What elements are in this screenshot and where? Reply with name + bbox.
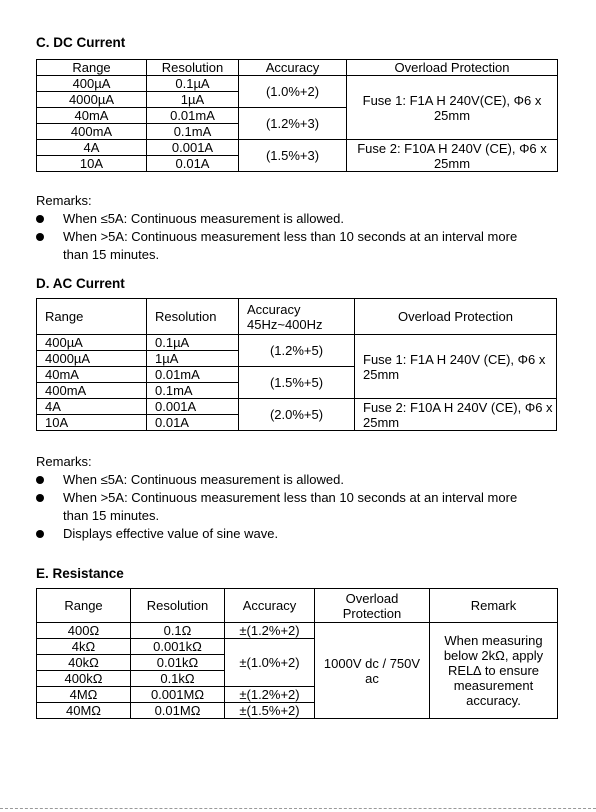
resolution-cell: 0.001A [147,399,239,415]
range-cell: 4000µA [37,92,147,108]
bullet-icon [36,530,44,538]
range-cell: 400mA [37,124,147,140]
accuracy-cell: (1.5%+3) [239,140,347,172]
table-row [37,623,558,639]
header-accuracy [239,299,355,335]
dc-remarks [36,191,546,264]
resolution-cell: 0.01MΩ [131,703,225,719]
resolution-cell: 0.01mA [147,108,239,124]
resolution-cell: 0.1mA [147,124,239,140]
range-cell: 400mA [37,383,147,399]
range-cell: 400Ω [37,623,131,639]
bullet-icon [36,233,44,241]
table-header-row [37,589,558,623]
range-cell: 40mA [37,108,147,124]
resolution-cell: 0.1kΩ [131,671,225,687]
bullet-icon [36,476,44,484]
table-row [37,76,558,92]
table-row [37,140,558,156]
resolution-cell: 0.1mA [147,383,239,399]
remark-text: When >5A: Continuous measurement less than 10 seconds at an interval more than 15 minutes. [63,229,518,262]
remarks-title: Remarks: [36,454,92,469]
section-title-resistance: E. Resistance [36,566,124,581]
accuracy-cell: (1.0%+2) [239,76,347,108]
resolution-cell: 0.01A [147,156,239,172]
list-item [36,210,546,228]
table-header-row [37,60,558,76]
ac-remarks [36,452,546,543]
accuracy-cell: (2.0%+5) [239,399,355,431]
remark-cell: When measuring below 2kΩ, apply REL∆ to ensure measurement accuracy. [430,623,558,719]
accuracy-cell: (1.2%+3) [239,108,347,140]
range-cell: 400kΩ [37,671,131,687]
protection-cell: Fuse 1: F1A H 240V (CE), Φ6 x 25mm [355,335,557,399]
header-overload-protection: Overload Protection [347,60,558,76]
remarks-title: Remarks: [36,193,92,208]
accuracy-cell: ±(1.2%+2) [225,623,315,639]
accuracy-cell: ±(1.0%+2) [225,639,315,687]
remarks-list [36,210,546,264]
resolution-cell: 0.01A [147,415,239,431]
range-cell: 4A [37,399,147,415]
list-item [36,228,546,264]
table-header-row [37,299,557,335]
bullet-icon [36,494,44,502]
accuracy-cell: (1.2%+5) [239,335,355,367]
header-resolution: Resolution [147,60,239,76]
remark-text: When ≤5A: Continuous measurement is allowed. [63,472,344,487]
protection-cell: Fuse 2: F10A H 240V (CE), Φ6 x 25mm [347,140,558,172]
table-row [37,399,557,415]
resolution-cell: 0.001MΩ [131,687,225,703]
resolution-cell: 0.1µA [147,335,239,351]
header-resolution: Resolution [131,589,225,623]
range-cell: 400µA [37,76,147,92]
header-range: Range [37,299,147,335]
header-overload-protection: Overload Protection [355,299,557,335]
header-accuracy: Accuracy [239,60,347,76]
remark-text: When >5A: Continuous measurement less than 10 seconds at an interval more than 15 minutes. [63,490,518,523]
resistance-table [36,588,558,719]
header-range: Range [37,589,131,623]
accuracy-cell: (1.5%+5) [239,367,355,399]
protection-cell: Fuse 2: F10A H 240V (CE), Φ6 x 25mm [355,399,557,431]
resolution-cell: 1µA [147,351,239,367]
section-title-dc-current: C. DC Current [36,35,126,50]
header-overload-protection: Overload Protection [315,589,430,623]
resolution-cell: 0.1µA [147,76,239,92]
range-cell: 400µA [37,335,147,351]
header-remark: Remark [430,589,558,623]
range-cell: 4000µA [37,351,147,367]
range-cell: 40kΩ [37,655,131,671]
resolution-cell: 0.1Ω [131,623,225,639]
accuracy-cell: ±(1.5%+2) [225,703,315,719]
accuracy-cell: ±(1.2%+2) [225,687,315,703]
table-row [37,335,557,351]
list-item [36,471,546,489]
protection-cell: 1000V dc / 750V ac [315,623,430,719]
list-item [36,525,546,543]
resolution-cell: 1µA [147,92,239,108]
range-cell: 10A [37,415,147,431]
resolution-cell: 0.001A [147,140,239,156]
remark-text: When ≤5A: Continuous measurement is allowed. [63,211,344,226]
range-cell: 10A [37,156,147,172]
range-cell: 4kΩ [37,639,131,655]
dc-current-table [36,59,558,172]
header-range: Range [37,60,147,76]
range-cell: 40mA [37,367,147,383]
resolution-cell: 0.01kΩ [131,655,225,671]
resolution-cell: 0.01mA [147,367,239,383]
header-resolution: Resolution [147,299,239,335]
range-cell: 40MΩ [37,703,131,719]
resolution-cell: 0.001kΩ [131,639,225,655]
header-accuracy: Accuracy [225,589,315,623]
remark-text: Displays effective value of sine wave. [63,526,279,541]
bullet-icon [36,215,44,223]
page-bottom-divider [0,808,596,809]
list-item [36,489,546,525]
remarks-list [36,471,546,543]
header-frequency-range: 45Hz~400Hz [247,316,323,332]
range-cell: 4MΩ [37,687,131,703]
section-title-ac-current: D. AC Current [36,276,125,291]
ac-current-table [36,298,557,431]
range-cell: 4A [37,140,147,156]
protection-cell: Fuse 1: F1A H 240V(CE), Φ6 x 25mm [347,76,558,140]
header-accuracy-label: Accuracy [247,301,301,317]
